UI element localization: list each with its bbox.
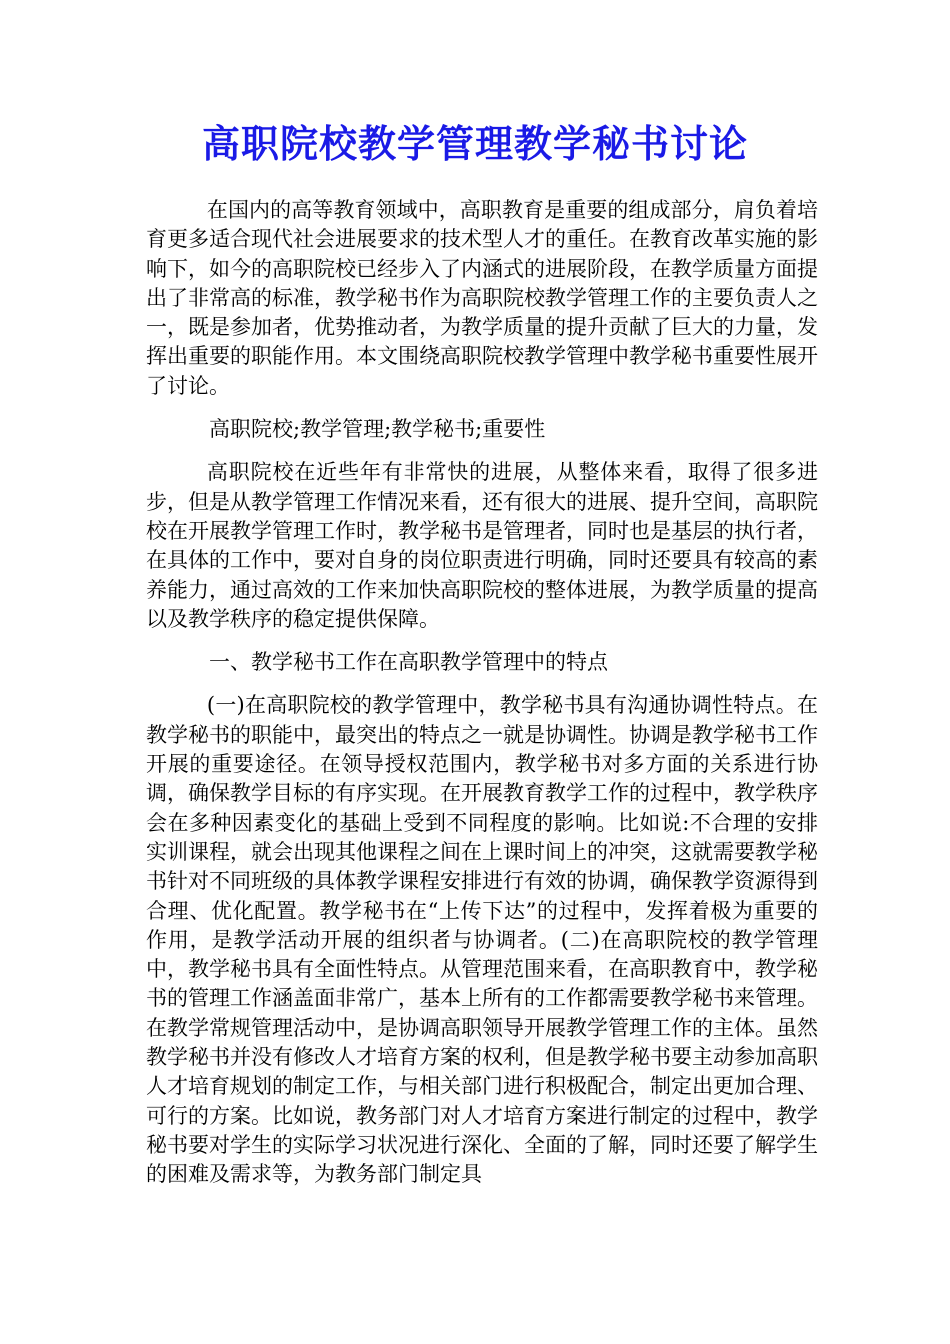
section-body-paragraph: (一)在高职院校的教学管理中，教学秘书具有沟通协调性特点。在教学秘书的职能中，最突出的特点之一就是协调性。协调是教学秘书工作开展的重要途径。在领导授权范围内，教学秘书对多方面的关系进行协调，确保教学目标的有序实现。在开展教育教学工作的过程中，教学秩序会在多种因素变化的基础上受到不同程度的影响。比如说:不合理的安排实训课程，就会出现其他课程之间在上课时间上的冲突，这就需要教学秘书针对不同班级的具体教学课程安排进行有效的协调，确保教学资源得到合理、优化配置。教学秘书在“上传下达”的过程中，发挥着极为重要的作用，是教学活动开展的组织者与协调者。(二)在高职院校的教学管理中，教学秘书具有全面性特点。从管理范围来看，在高职教育中，教学秘书的管理工作涵盖面非常广，基本上所有的工作都需要教学秘书来管理。在教学常规管理活动中，是协调高职领导开展教学管理工作的主体。虽然教学秘书并没有修改人才培育方案的权利，但是教学秘书要主动参加高职人才培育规划的制定工作，与相关部门进行积极配合，制定出更加合理、可行的方案。比如说，教务部门对人才培育方案进行制定的过程中，教学秘书要对学生的实际学习状况进行深化、全面的了解，同时还要了解学生的困难及需求等，为教务部门制定具 xyxy=(146,693,818,1187)
section-heading: 一、教学秘书工作在高职教学管理中的特点 xyxy=(209,650,608,675)
document-title: 高职院校教学管理教学秘书讨论 xyxy=(201,121,748,166)
keywords-paragraph: 高职院校;教学管理;教学秘书;重要性 xyxy=(209,417,546,442)
document-body xyxy=(146,196,818,1190)
abstract-paragraph: 在国内的高等教育领域中，高职教育是重要的组成部分，肩负着培育更多适合现代社会进展要求的技术型人才的重任。在教育改革实施的影响下，如今的高职院校已经步入了内涵式的进展阶段，在教学质量方面提出了非常高的标准，教学秘书作为高职院校教学管理工作的主要负责人之一，既是参加者，优势推动者，为教学质量的提升贡献了巨大的力量，发挥出重要的职能作用。本文围绕高职院校教学管理中教学秘书重要性展开了讨论。 xyxy=(146,198,818,398)
introduction-paragraph: 高职院校在近些年有非常快的进展，从整体来看，取得了很多进步，但是从教学管理工作情况来看，还有很大的进展、提升空间，高职院校在开展教学管理工作时，教学秘书是管理者，同时也是基层的执行者，在具体的工作中，要对自身的岗位职责进行明确，同时还要具有较高的素养能力，通过高效的工作来加快高职院校的整体进展，为教学质量的提高以及教学秩序的稳定提供保障。 xyxy=(146,460,818,631)
